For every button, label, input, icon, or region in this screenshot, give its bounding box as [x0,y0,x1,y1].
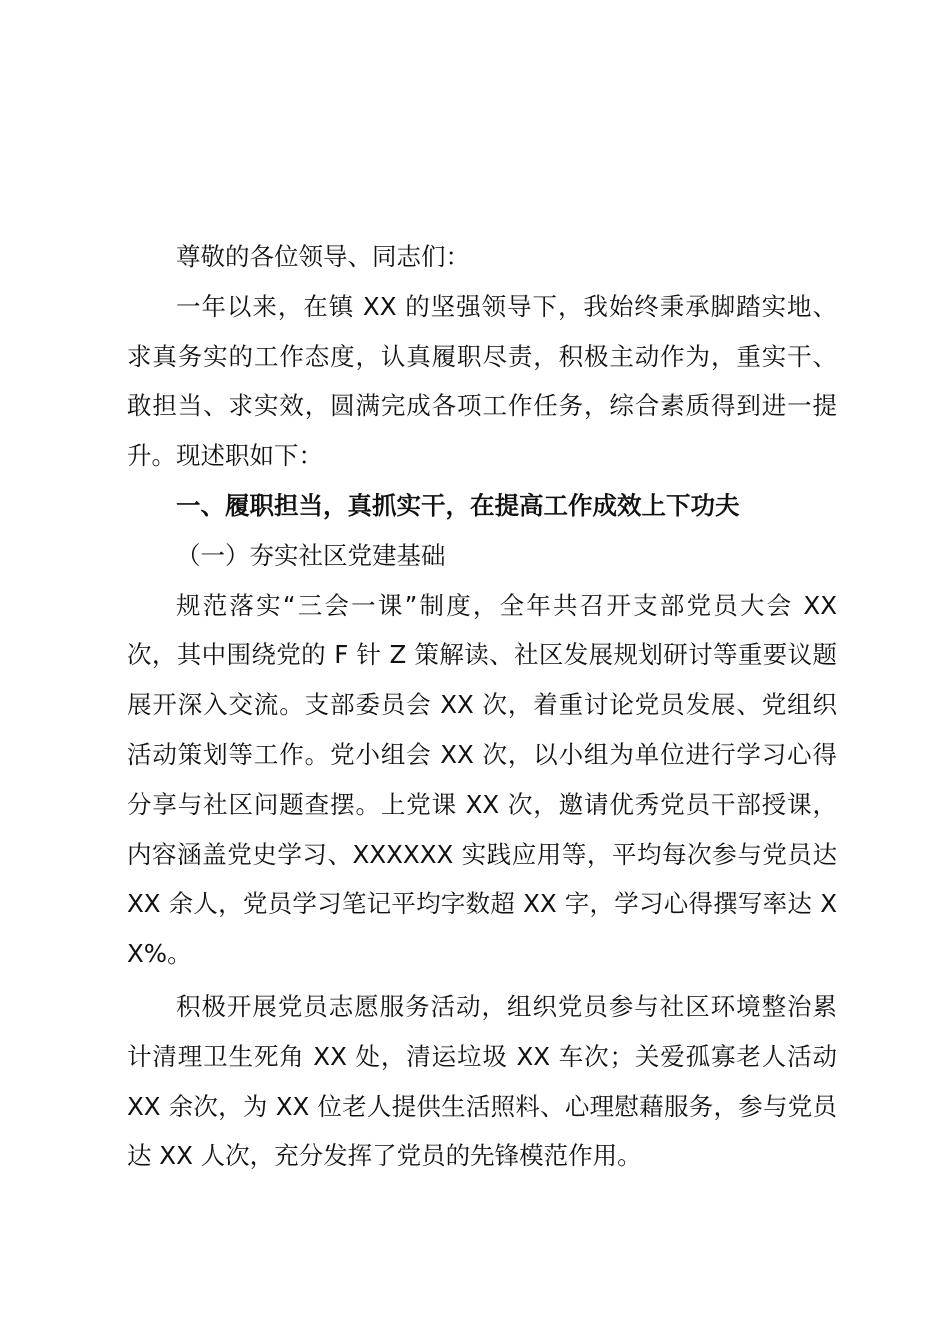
document-body [127,232,837,1181]
salutation: 尊敬的各位领导、同志们： [176,242,470,271]
body-paragraph: 积极开展党员志愿服务活动，组织党员参与社区环境整治累计清理卫生死角 XX 处，清运垃圾 XX 车次；关爱孤寡老人活动 XX 余次，为 XX 位老人提供生活照料、心理慰藉服务，参与党员达 XX 人次，充分发挥了党员的先锋模范作用。 [127,991,837,1171]
subsection-heading: （一）夯实社区党建基础 [176,540,446,570]
intro-paragraph: 一年以来，在镇 XX 的坚强领导下，我始终秉承脚踏实地、求真务实的工作态度，认真履职尽责，积极主动作为，重实干、敢担当、求实效，圆满完成各项工作任务，综合素质得到进一提升。现述职如下： [127,291,837,471]
body-paragraph: 规范落实“三会一课”制度，全年共召开支部党员大会 XX 次，其中围绕党的 F 针 Z 策解读、社区发展规划研讨等重要议题展开深入交流。支部委员会 XX 次，着重讨论党员发展、党组织活动策划等工作。党小组会 XX 次，以小组为单位进行学习心得分享与社区问题查摆。上党课 XX 次，邀请优秀党员干部授课，内容涵盖党史学习、XXXXXX 实践应用等，平均每次参与党员达 XX 余人，党员学习笔记平均字数超 XX 字，学习心得撰写率达 XX%。 [127,590,837,969]
section-heading: 一、履职担当，真抓实干，在提高工作成效上下功夫 [176,490,740,520]
